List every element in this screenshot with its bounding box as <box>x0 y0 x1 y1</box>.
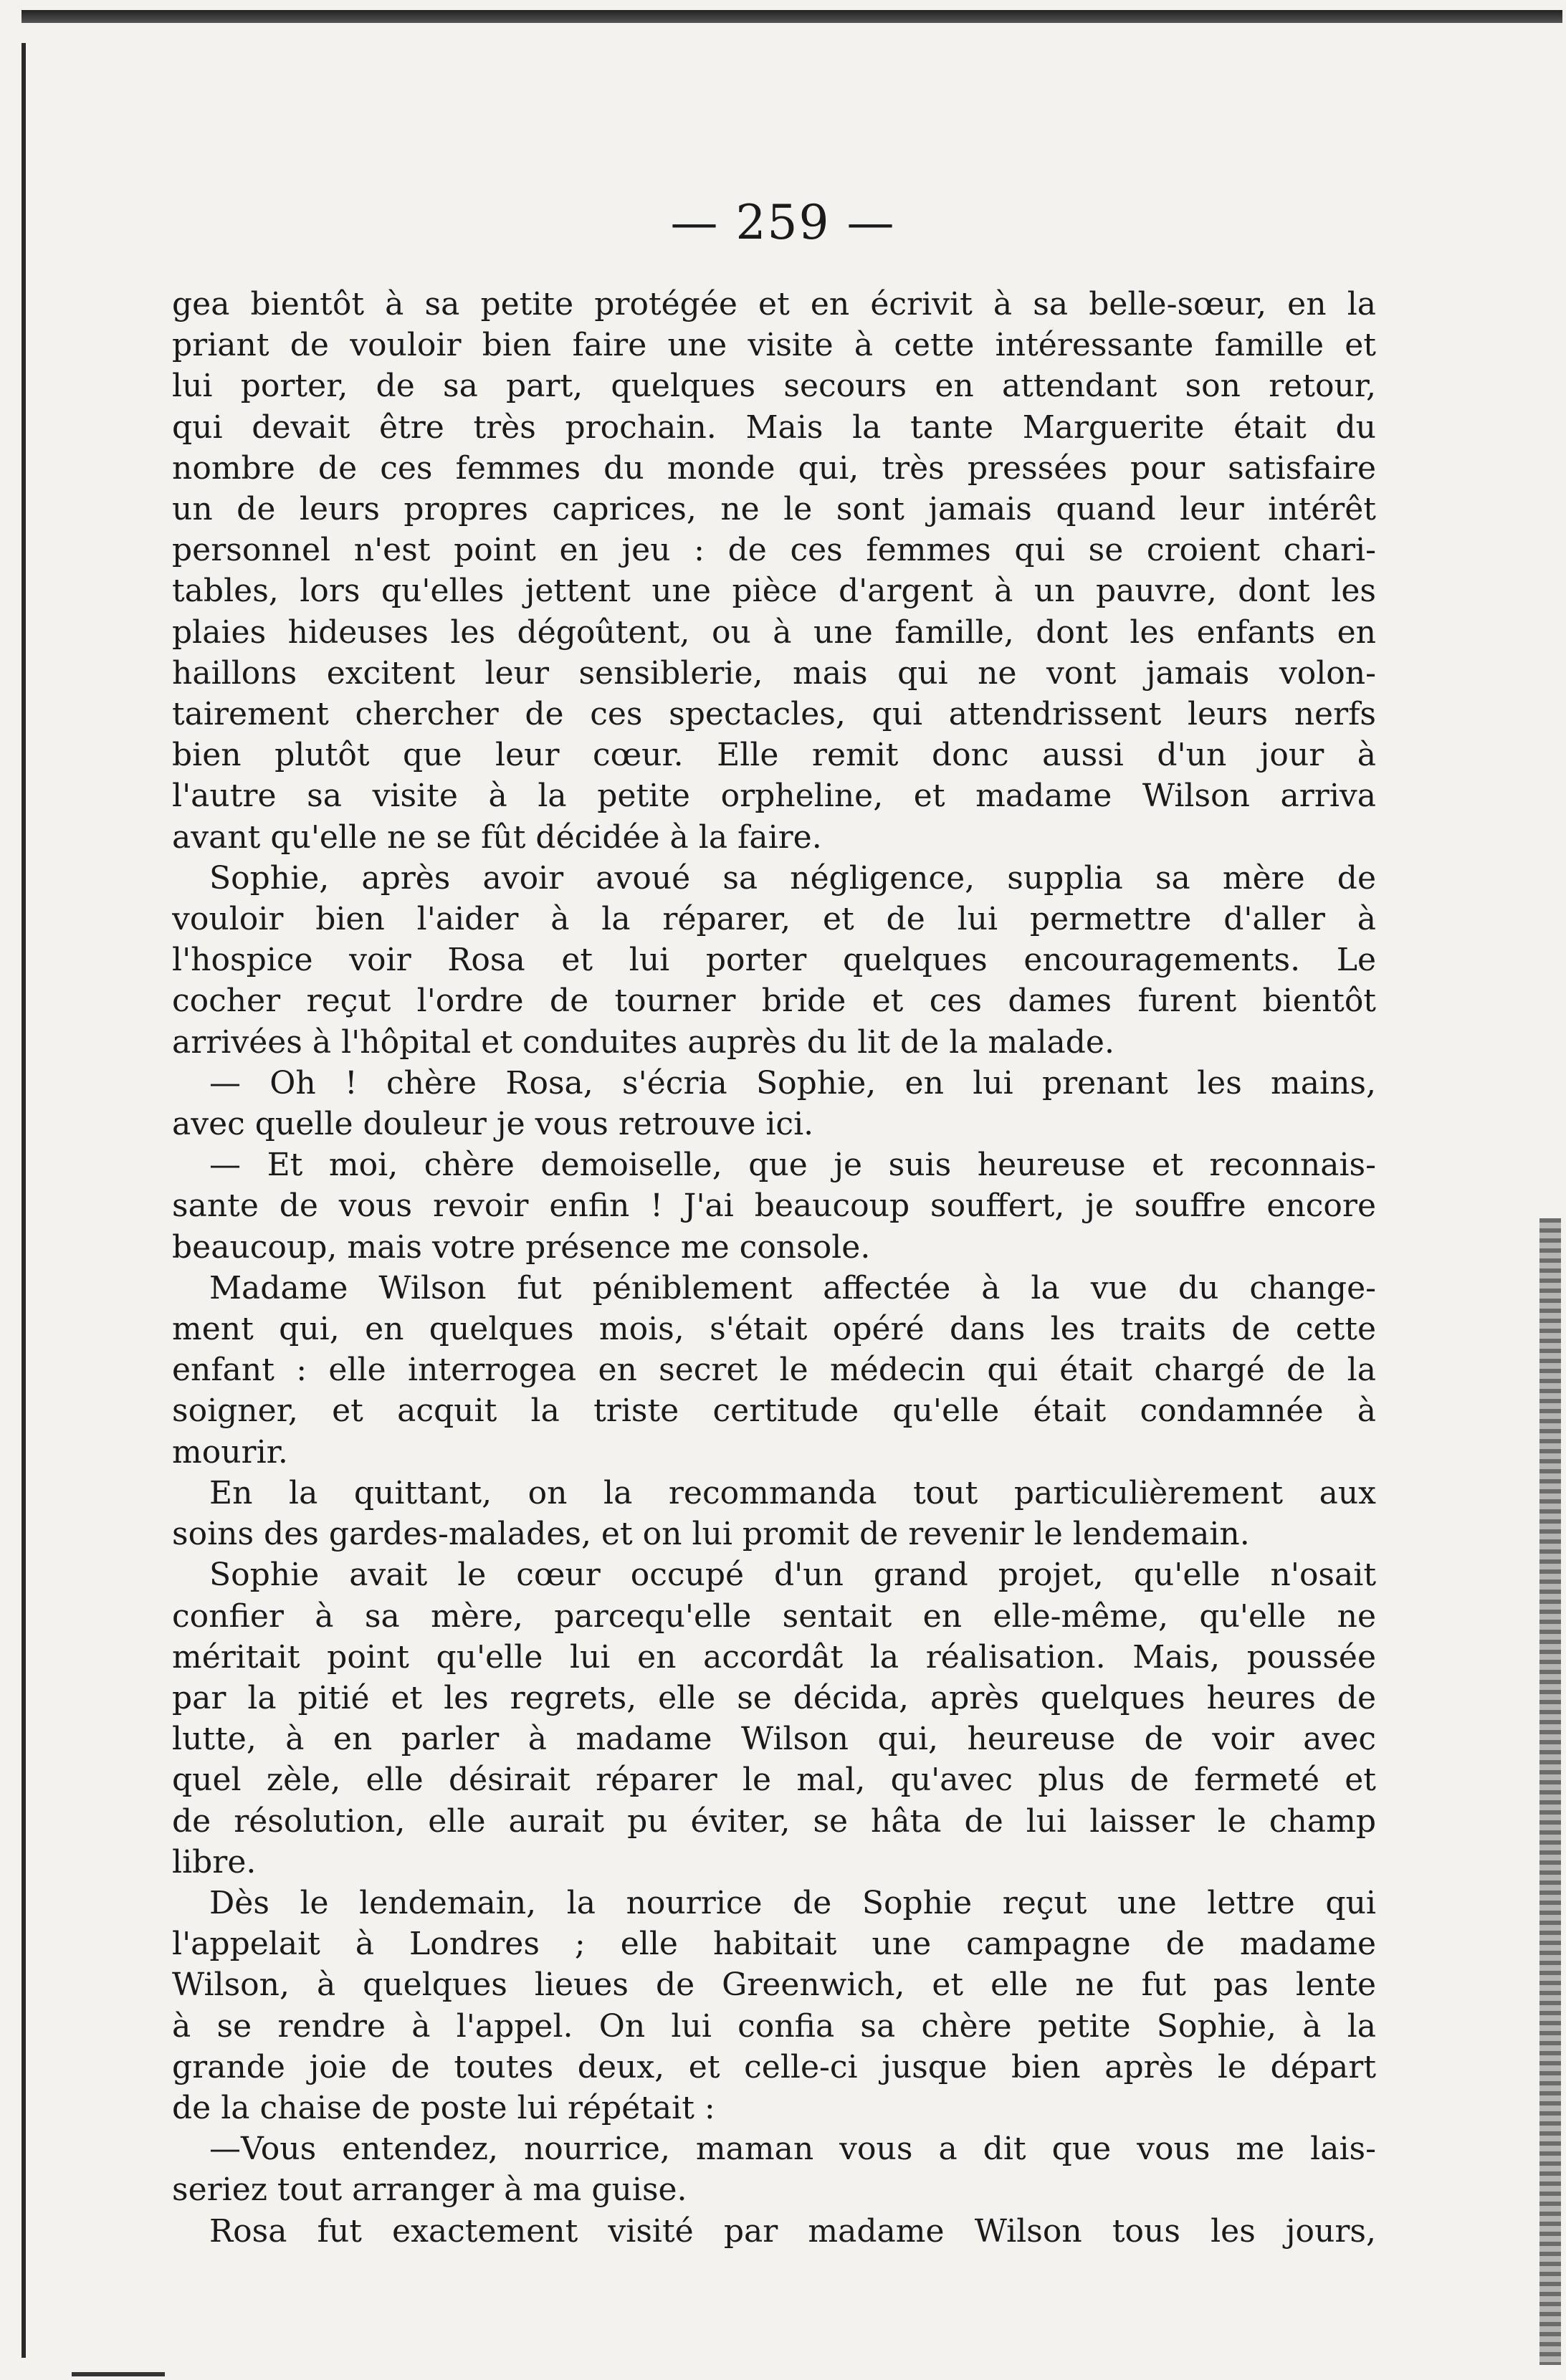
text-line: — Oh ! chère Rosa, s'écria Sophie, en lui prenant les mains, <box>209 1064 1376 1101</box>
text-line: qui devait être très prochain. Mais la tante Marguerite était du <box>172 408 1376 446</box>
text-line: beaucoup, mais votre présence me console. <box>172 1228 871 1266</box>
text-line: nombre de ces femmes du monde qui, très pressées pour satisfaire <box>172 449 1376 487</box>
text-line: plaies hideuses les dégoûtent, ou à une famille, dont les enfants en <box>172 613 1376 651</box>
text-line: cocher reçut l'ordre de tourner bride et ces dames furent bientôt <box>172 983 1376 1020</box>
bottom-page-mark <box>72 2372 165 2376</box>
text-line: Dès le lendemain, la nourrice de Sophie reçut une lettre qui <box>209 1884 1376 1921</box>
text-line: mourir. <box>172 1433 288 1471</box>
text-line: vouloir bien l'aider à la réparer, et de lui permettre d'aller à <box>172 901 1376 938</box>
text-line: seriez tout arranger à ma guise. <box>172 2171 687 2209</box>
text-line: Sophie, après avoir avoué sa négligence, supplia sa mère de <box>209 859 1376 897</box>
text-line: méritait point qu'elle lui en accordât la réalisation. Mais, poussée <box>172 1638 1376 1676</box>
text-line: haillons excitent leur sensiblerie, mais qui ne vont jamais volon- <box>172 654 1376 692</box>
text-line: Madame Wilson fut péniblement affectée à la vue du change- <box>209 1269 1376 1306</box>
text-line: priant de vouloir bien faire une visite à cette intéressante famille et <box>172 327 1376 364</box>
paragraph <box>172 858 1376 1063</box>
top-page-border <box>22 10 1562 23</box>
paragraph <box>172 1268 1376 1473</box>
text-line: En la quittant, on la recommanda tout particulièrement aux <box>209 1474 1376 1511</box>
text-line: gea bientôt à sa petite protégée et en écrivit à sa belle-sœur, en la <box>172 286 1376 322</box>
text-line: lui porter, de sa part, quelques secours en attendant son retour, <box>172 368 1376 405</box>
text-line: bien plutôt que leur cœur. Elle remit donc aussi d'un jour à <box>172 737 1376 774</box>
text-line: Wilson, à quelques lieues de Greenwich, et elle ne fut pas lente <box>172 1966 1376 2004</box>
text-line: un de leurs propres caprices, ne le sont jamais quand leur intérêt <box>172 491 1376 528</box>
paragraph <box>172 1883 1376 2128</box>
text-line: lutte, à en parler à madame Wilson qui, heureuse de voir avec <box>172 1721 1376 1758</box>
text-line: enfant : elle interrogea en secret le médecin qui était chargé de la <box>172 1352 1376 1389</box>
text-line: de la chaise de poste lui répétait : <box>172 2089 715 2126</box>
text-line: tables, lors qu'elles jettent une pièce d'argent à un pauvre, dont les <box>172 573 1376 610</box>
text-line: soins des gardes-malades, et on lui promit de revenir le lendemain. <box>172 1516 1250 1553</box>
text-line: Sophie avait le cœur occupé d'un grand projet, qu'elle n'osait <box>209 1557 1376 1594</box>
text-line: ment qui, en quelques mois, s'était opéré dans les traits de cette <box>172 1311 1376 1348</box>
text-line: avant qu'elle ne se fût décidée à la faire. <box>172 818 822 856</box>
text-line: soigner, et acquit la triste certitude qu'elle était condamnée à <box>172 1392 1376 1430</box>
paragraph <box>172 1473 1376 1554</box>
text-line: —Vous entendez, nourrice, maman vous a dit que vous me lais- <box>209 2131 1376 2168</box>
paragraph <box>172 1063 1376 1144</box>
text-line: sante de vous revoir enfin ! J'ai beaucoup souffert, je souffre encore <box>172 1187 1376 1225</box>
text-line: tairement chercher de ces spectacles, qui attendrissent leurs nerfs <box>172 696 1376 733</box>
text-line: avec quelle douleur je vous retrouve ici. <box>172 1106 814 1143</box>
text-line: personnel n'est point en jeu : de ces femmes qui se croient chari- <box>172 532 1376 569</box>
text-line: grande joie de toutes deux, et celle-ci jusque bien après le départ <box>172 2048 1376 2085</box>
paragraph <box>172 2128 1376 2210</box>
body-text <box>172 284 1376 2252</box>
text-line: quel zèle, elle désirait réparer le mal, qu'avec plus de fermeté et <box>172 1762 1376 1799</box>
text-line: par la pitié et les regrets, elle se décida, après quelques heures de <box>172 1679 1376 1716</box>
text-line: — Et moi, chère demoiselle, que je suis heureuse et reconnais- <box>209 1147 1376 1184</box>
text-line: à se rendre à l'appel. On lui confia sa chère petite Sophie, à la <box>172 2007 1376 2045</box>
text-line: l'hospice voir Rosa et lui porter quelques encouragements. Le <box>172 942 1376 979</box>
text-line: confier à sa mère, parcequ'elle sentait en elle-même, qu'elle ne <box>172 1597 1376 1635</box>
text-line: arrivées à l'hôpital et conduites auprès du lit de la malade. <box>172 1023 1114 1061</box>
text-line: de résolution, elle aurait pu éviter, se hâta de lui laisser le champ <box>172 1802 1376 1840</box>
right-page-edge <box>1539 1218 1561 2365</box>
text-line: libre. <box>172 1843 257 1880</box>
paragraph <box>172 1144 1376 1268</box>
text-line: l'autre sa visite à la petite orpheline, et madame Wilson arriva <box>172 778 1376 815</box>
text-line: Rosa fut exactement visité par madame Wilson tous les jours, <box>209 2212 1376 2250</box>
text-line: l'appelait à Londres ; elle habitait une campagne de madame <box>172 1926 1376 1963</box>
paragraph <box>172 1554 1376 1883</box>
left-page-border <box>22 43 26 2358</box>
paragraph <box>172 284 1376 858</box>
page-number: — 259 — <box>670 195 896 250</box>
paragraph <box>172 2211 1376 2252</box>
